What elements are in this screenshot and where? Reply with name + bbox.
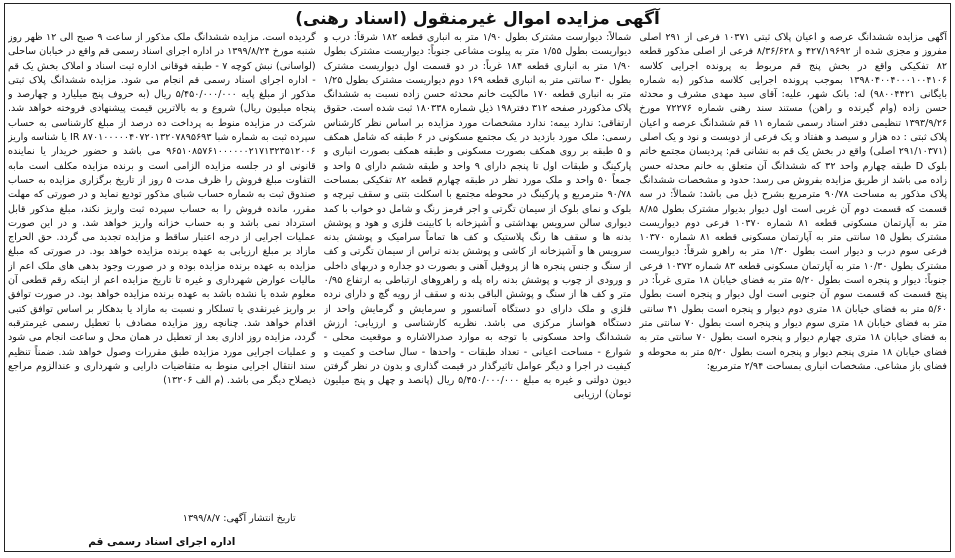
- column-3-body: [8, 31, 316, 506]
- notice-column-1: [639, 31, 947, 549]
- column-2-text: شمالاً: دیوارست مشترک بطول ۱/۹۰ متر به انباری قطعه ۱۸۲ شرقاً: درب و دیواریست بطول ۱/۵۵ متر به پیلوت مشاعی جنوباً: دیواریست مشترک بطول ۱/۹۰ متر به انباری قطعه ۱۸۴ غرباً: در دو قسمت اول دیواریست مشترک بطول ۳۰ سانتی متر به انباری قطعه ۱۶۹ دوم دیواریست مشترک بطول ۱/۲۵ متر به انباری قطعه ۱۷۰ مالکیت خانم محدثه حسن زاده نسبت به ششدانگ پلاک مذکوردر صفحه ۳۱۲ دفتر۱۹۸ ذیل شماره ۱۸۰۳۳۸ ثبت شده است. حقوق ارتفاقی: ندارد بیمه: ندارد مشخصات مورد مزایده بر اساس نظر کارشناس رسمی: ملک مورد بازدید در یک مجتمع مسکونی در ۶ طبقه که شامل همکف و ۵ طبقه بر روی همکف بصورت مسکونی و طبقه همکف بصورت انباری و پارکینگ و طبقات اول تا پنجم دارای ۹ واحد و طبقه ششم دارای ۵ واحد و جمعاً ۵۰ واحد و ملک مورد نظر در طبقه چهارم قطعه ۸۲ تفکیکی بمساحت ۹۰/۷۸ مترمربع و پارکینگ در محوطه مجتمع با اسکلت بتنی و سقف تیرچه و بلوک و نمای بلوک از سیمان تگرتی و اجر قرمز رنگ و شامل دو خواب با کمد دیواری سالن سرویس بهداشتی و آشپزخانه با کابینت فلزی و هود و پوشش بدنه ها و سقف ها رنگ پلاستیک و کف ها تماماً سرامیک و پوشش بدنه سرویس ها و آشپزخانه از کاشی و پوشش بدنه تراس از سیمان تگرتی و کف از سنگ و جنس پنجره ها از پروفیل آهنی و بصورت دو جداره و دربهای داخلی و ورودی از چوب و پوشش بدنه راه پله و راهروهای ارتباطی به ارتفاع ۰/۹۵ متر و کف ها از سنگ و پوشش الباقی بدنه و سقف از رویه گچ و دارای نرده فلزی و ملک دارای دو دستگاه آسانسور و سرمایش و گرمایش واحد از دستگاه هواساز مرکزی می باشد. نظریه کارشناسی و ارزیابی: ارزش ششدانگ واحد مسکونی با توجه به موارد صدرالاشاره و موقعیت محلی - شوارع - مساحت اعیانی - تعداد طبقات - واحدها - سال ساخت و کمیت و کیفیت در اجرا و دیگر عوامل تاثیرگذار در قیمت گذاری و بدون در نظر گرفتن دیون دولتی و غیره به مبلغ ۵/۴۵۰/۰۰۰/۰۰۰ ریال (پانصد و چهل و پنج میلیون تومان) ارزیابی: [323, 32, 632, 401]
- publication-date: تاریخ انتشار آگهی: ۱۳۹۹/۸/۷: [182, 513, 296, 525]
- notice-column-3: [8, 31, 316, 549]
- notice-title: آگهی مزایده اموال غیرمنقول (اسناد رهنی): [295, 9, 660, 29]
- issuer-signature: اداره اجرای اسناد رسمی قم: [88, 535, 236, 548]
- notice-columns: [8, 31, 947, 549]
- column-3-text: گردیده است. مزایده ششدانگ ملک مذکور از ساعت ۹ صبح الی ۱۲ ظهر روز شنبه مورخ ۱۳۹۹/۸/۲۴ در اداره اجرای اسناد رسمی قم واقع در خیابان ساحلی (لواسانی) نبش کوچه ۷ - طبقه فوقانی اداره ثبت اسناد و املاک بخش یک قم - اداره اجرای اسناد رسمی قم انجام می شود. مزایده ششدانگ پلاک ثبتی مذکور از مبلغ پایه ۵/۴۵۰/۰۰۰/۰۰۰ ریال (به حروف پنج میلیارد و چهارصد و پنجاه میلیون ریال) شروع و به بالاترین قیمت پیشنهادی فروخته خواهد شد. شرکت در مزایده منوط به پرداخت ده درصد از مبلغ کارشناسی به حساب سپرده ثبت به شماره شبا IR ۸۷۰۱۰۰۰۰۰۴۰۷۲۰۱۳۲۰۷۸۹۵۶۹۳ یا شناسه واریز ۹۶۵۱۰۸۵۷۶۱۰۰۰۰۰۰۲۱۷۱۳۲۳۵۱۲۰۰۶ می باشد و حضور خریدار یا نماینده قانونی او در جلسه مزایده الزامی است و برنده مزایده مکلف است مابه التفاوت مبلغ فروش را ظرف مدت ۵ روز از تاریخ برگزاری مزایده به حساب صندوق ثبت به شماره حساب شبای مذکور تودیع نماید و در صورتی که مهلت مقرر، مانده فروش را به حساب سپرده ثبت واریز نکند، مبلغ مذکور قابل استرداد نمی باشد و به حساب خزانه واریز خواهد شد. و در این صورت عملیات اجرایی از درجه اعتبار ساقط و مزایده تجدید می گردد. حق الحراج مازاد بر مبلغ ارزیابی به عهده برنده مزایده خواهد بود. در صورتی که مبلغ مزایده به عهده برنده مزایده بوده و در صورت وجود بدهی های ملک اعم از مالیات عوارض شهرداری و غیره تا تاریخ مزایده اعم از اینکه رقم قطعی آن معلوم شده یا نشده باشد به عهده برنده مزایده خواهد بود. در صورت توافق بر واریز غیرنقدی یا تسلکار و نسبت به مازاد یا بدهکار بر اساس توافق کتبی اقدام خواهد شد. چنانچه روز مزایده مصادف با تعطیل رسمی غیرمترقبه گردد، مزایده روز اداری بعد از تعطیل در همان محل و ساعت انجام می شود و عملیات اجرایی مورد مزایده طبق مقررات وصول خواهد شد. ضمناً تنظیم سند انتقال اجرایی منوط به متقاضیات دارایی و شهرداری و عندالزوم مراجع ذیصلاح دیگر می باشد. (م الف ۱۳۲۰۶): [7, 32, 316, 387]
- auction-notice: [4, 3, 951, 552]
- column-1-text: آگهی مزایده ششدانگ عرصه و اعیان پلاک ثبتی ۱۰۳۷۱ فرعی از ۲۹۱ اصلی مفروز و مجزی شده از ۴۲۷/۱۹۶۹۲ و ۸/۳۶/۶۲۸ فرعی از اصلی مذکور قطعه ۸۲ تفکیکی واقع در بخش پنج قم مربوط به پرونده اجرایی کلاسه ۱۳۹۸۰۴۰۰۴۰۰۰۱۰۰۴۱۰۶ بموجب پرونده اجرایی کلاسه مذکور (به شماره بایگانی ۹۸۰۰۴۴۲۱) له: بانک شهر، علیه: آقای سید مهدی مشرف و محدثه حسن زاده (وام گیرنده و راهن) مستند سند رهنی شماره ۷۲۲۷۶ مورخ ۱۳۹۳/۹/۲۶ تنظیمی دفتر اسناد رسمی شماره ۱۱ قم ششدانگ عرصه و اعیان پلاک ثبتی : ده هزار و سیصد و هفتاد و یک فرعی از دویست و نود و یک اصلی (۲۹۱/۱۰۳۷۱ اصلی) واقع در بخش یک قم به نشانی قم: پردیسان مجتمع خاتم بلوک D طبقه چهارم واحد ۳۲ که ششدانگ آن متعلق به خانم محدثه حسن زاده می باشد از طریق مزایده بفروش می رسد: حدود و مشخصات ششدانگ پلاک مذکور به مساحت ۹۰/۷۸ مترمربع بشرح ذیل می باشد: شمالاً: در سه قسمت که قسمت دوم آن غربی است اول دیوار بدیوار مشترک بطول ۸/۸۵ متر به آپارتمان مسکونی قطعه ۸۱ شماره ۱۰۳۷۰ فرعی دوم دیواریست مشترک بطول ۱۵ سانتی متر به آپارتمان مسکونی قطعه ۸۱ شماره ۱۰۳۷۰ فرعی سوم درب و دیوار است بطول ۱/۳۰ متر به راهرو شرقاً: دیواریست مشترک بطول ۱۰/۳۰ متر به آپارتمان مسکونی قطعه ۸۳ شماره ۱۰۳۷۲ فرعی جنوباً: دیوار و پنجره است بطول ۵/۲۰ متر به فضای خیابان ۱۸ متری غرباً: در پنج قسمت که قسمت سوم آن جنوبی است اول دیوار و پنجره است بطول ۵/۶۰ متر به فضای خیابان ۱۸ متری دوم دیوار و پنجره است بطول ۴۱ سانتی متر به فضای خیابان ۱۸ متری سوم دیوار و پنجره است بطول ۷۰ سانتی متر به فضای خیابان ۱۸ متری چهارم دیوار و پنجره است بطول ۷۰ سانتی متر به فضای خیابان ۱۸ متری پنجم دیوار و پنجره است بطول ۵/۲۰ متر به محوطه و فضای باز مشاعی. مشخصات انباری بمساحت ۲/۹۴ مترمربع:: [639, 32, 947, 372]
- notice-column-2: [324, 31, 632, 549]
